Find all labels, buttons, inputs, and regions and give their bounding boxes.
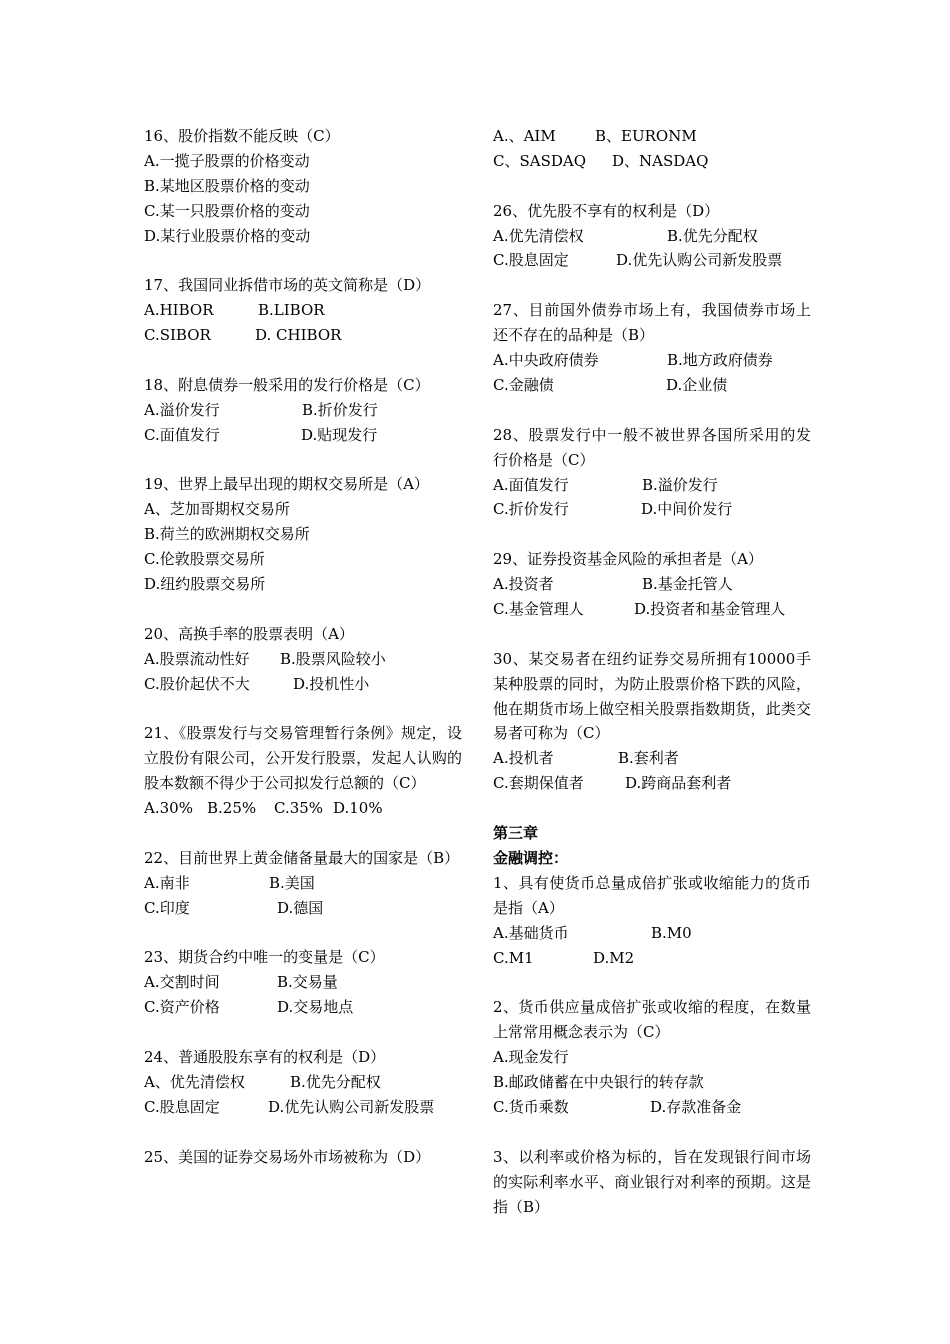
option-a: A、芝加哥期权交易所 [144,500,290,519]
question-23: 23、期货合约中唯一的变量是（C） [144,948,385,967]
option-c: C.资产价格 [144,998,220,1017]
question-28: 28、股票发行中一般不被世界各国所采用的发行价格是（C） [493,425,811,469]
question-22: 22、目前世界上黄金储备量最大的国家是（B） [144,848,460,867]
option-b: B.美国 [269,873,315,892]
question-18: 18、附息债券一般采用的发行价格是（C） [144,375,430,394]
option-a: A.、AIM [493,127,556,145]
option-c: C.折价发行 [493,500,569,519]
option-b: B.套利者 [618,749,679,768]
chapter3-question-2: 2、货币供应量成倍扩张或收缩的程度，在数量上常常用概念表示为（C） [493,998,811,1042]
option-d: D.中间价发行 [641,500,733,519]
question-16: 16、股价指数不能反映（C） [144,127,340,145]
option-c: C.货币乘数 [493,1097,569,1116]
option-d: D、NASDAQ [612,151,709,170]
option-d: D.优先认购公司新发股票 [616,251,783,270]
option-a: A.HIBOR [144,301,214,320]
option-b: B.交易量 [277,973,338,992]
section-heading: 金融调控： [493,848,569,867]
option-b: B.股票风险较小 [280,649,386,668]
option-d: D.优先认购公司新发股票 [268,1097,435,1116]
option-d: D.企业债 [666,375,728,394]
option-b: B.溢价发行 [642,475,718,494]
question-24: 24、普通股股东享有的权利是（D） [144,1048,386,1067]
option-c: C.SIBOR [144,326,211,345]
option-a: A.面值发行 [493,475,569,494]
option-c: C.股息固定 [144,1097,220,1116]
option-c: C.股息固定 [493,251,569,270]
question-29: 29、证券投资基金风险的承担者是（A） [493,550,763,569]
question-27: 27、目前国外债券市场上有，我国债券市场上还不存在的品种是（B） [493,301,811,345]
option-c: C.股价起伏不大 [144,674,250,693]
question-30: 30、某交易者在纽约证券交易所拥有10000手某种股票的同时，为防止股票价格下跌的风险，他在期货市场上做空相关股票指数期货，此类交易者可称为（C） [493,649,811,743]
option-c: C.M1 [493,948,534,967]
option-b: B.地方政府债券 [667,351,773,370]
question-20: 20、高换手率的股票表明（A） [144,624,354,643]
option-a: A.交割时间 [144,973,220,992]
option-b: B.邮政储蓄在中央银行的转存款 [493,1073,704,1092]
chapter3-question-1: 1、具有使货币总量成倍扩张或收缩能力的货币是指（A） [493,873,811,917]
option-a: A、优先清偿权 [144,1072,245,1091]
chapter-heading: 第三章 [493,824,539,843]
question-17: 17、我国同业拆借市场的英文简称是（D） [144,276,431,295]
option-c: C.35% [274,799,324,818]
option-c: C.伦敦股票交易所 [144,550,265,569]
option-b: B.25% [207,799,257,818]
option-a: A.一揽子股票的价格变动 [144,151,310,170]
option-b: B.LIBOR [258,301,325,320]
option-d: D.纽约股票交易所 [144,575,266,594]
option-a: A.南非 [144,873,190,892]
option-b: B.M0 [651,923,692,942]
option-b: B.优先分配权 [290,1072,381,1091]
question-25: 25、美国的证券交易场外市场被称为（D） [144,1147,431,1166]
option-c: C.金融债 [493,375,554,394]
option-a: A.投资者 [493,575,554,594]
chapter3-question-3: 3、以利率或价格为标的，旨在发现银行间市场的实际利率水平、商业银行对利率的预期。这是指（B） [493,1147,811,1216]
option-a: A.30% [144,799,193,818]
option-a: A.基础货币 [493,923,569,942]
option-c: C.某一只股票价格的变动 [144,201,310,220]
option-c: C.面值发行 [144,425,220,444]
question-21: 21、《股票发行与交易管理暂行条例》规定，设立股份有限公司，公开发行股票，发起人认购的股本数额不得少于公司拟发行总额的（C） [144,724,462,793]
option-b: B.折价发行 [302,400,378,419]
option-a: A.现金发行 [493,1048,569,1067]
question-26: 26、优先股不享有的权利是（D） [493,201,720,220]
option-c: C.基金管理人 [493,599,584,618]
option-a: A.溢价发行 [144,400,220,419]
option-d: D.投机性小 [293,674,370,693]
option-a: A.股票流动性好 [144,649,250,668]
option-b: B.优先分配权 [667,226,758,245]
option-d: D.存款准备金 [650,1097,742,1116]
option-d: D.交易地点 [277,998,354,1017]
option-d: D.跨商品套利者 [625,774,732,793]
option-d: D.某行业股票价格的变动 [144,226,311,245]
option-c: C.套期保值者 [493,774,584,793]
option-b: B.某地区股票价格的变动 [144,176,310,195]
question-19: 19、世界上最早出现的期权交易所是（A） [144,475,429,494]
option-d: D.10% [333,799,383,818]
left-column [144,124,462,1169]
option-b: B、EURONM [595,127,697,145]
option-b: B.基金托管人 [642,575,733,594]
option-a: A.中央政府债券 [493,351,599,370]
right-column [493,124,811,1219]
option-d: D.M2 [593,948,635,967]
option-a: A.优先清偿权 [493,226,584,245]
option-c: C.印度 [144,898,190,917]
option-d: D. CHIBOR [255,326,342,345]
option-d: D.德国 [277,898,324,917]
option-d: D.贴现发行 [301,425,378,444]
option-d: D.投资者和基金管理人 [634,599,786,618]
option-c: C、SASDAQ [493,151,587,170]
option-b: B.荷兰的欧洲期权交易所 [144,525,310,544]
option-a: A.投机者 [493,749,554,768]
